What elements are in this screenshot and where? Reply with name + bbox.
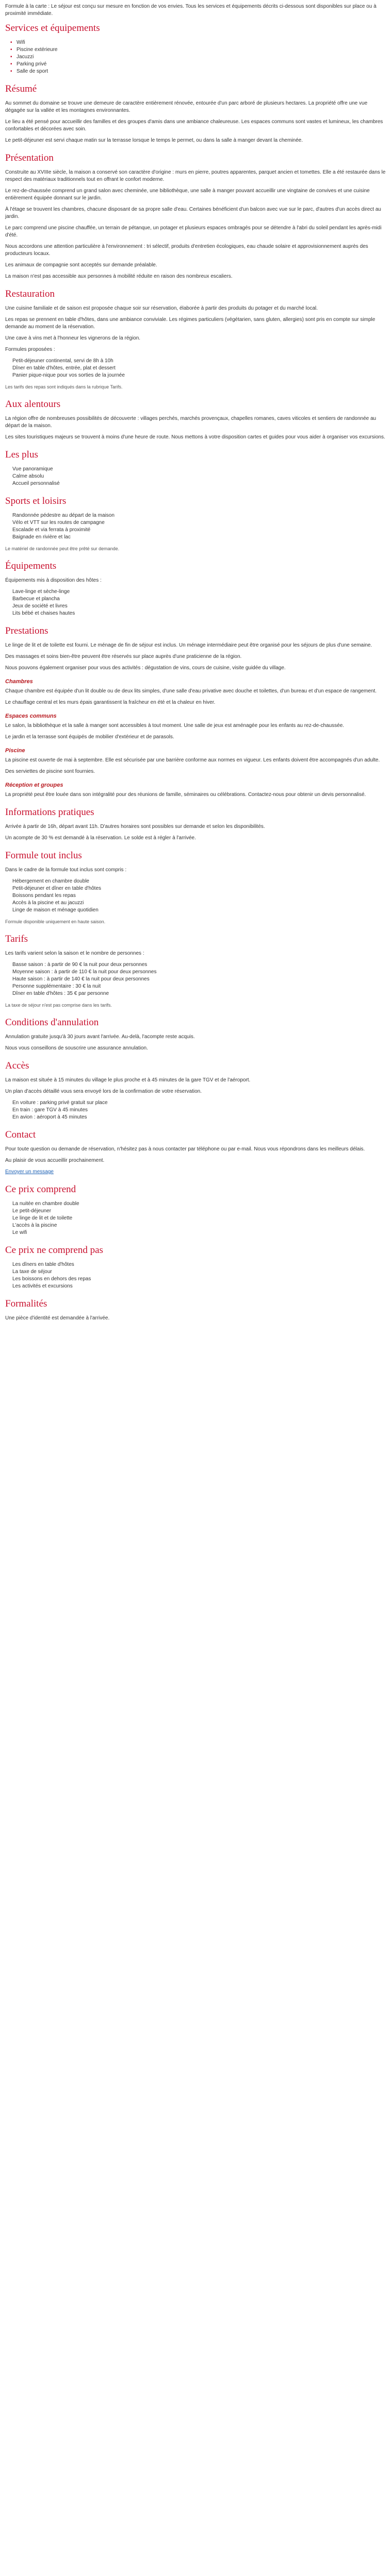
acces-title: Accès — [5, 1060, 29, 1071]
list-item: Les activités et excursions — [12, 1283, 73, 1289]
list-item: Barbecue et plancha — [12, 596, 60, 602]
restauration-title: Restauration — [5, 289, 55, 299]
list-item: Personne supplémentaire : 30 € la nuit — [12, 984, 101, 989]
services-section — [0, 23, 391, 75]
list-item: L'accès à la piscine — [12, 1223, 57, 1228]
formalites-title: Formalités — [5, 1298, 47, 1309]
paragraph: Les repas se prennent en table d'hôtes, dans une ambiance conviviale. Les régimes particuliers (végétarien, sans gluten, allergies) sont pris en compte sur simple demande au moment de la réservation. — [5, 317, 376, 330]
infos-section — [0, 807, 391, 842]
note: La taxe de séjour n'est pas comprise dans les tarifs. — [5, 1003, 112, 1008]
paragraph: Le linge de lit et de toilette est fourni. Le ménage de fin de séjour est inclus. Un ménage intermédiaire peut être organisé pour les séjours de plus d'une semaine. — [5, 642, 372, 648]
prestations-title: Prestations — [5, 625, 48, 636]
list-item: En voiture : parking privé gratuit sur place — [12, 1100, 108, 1106]
paragraph: Le rez-de-chaussée comprend un grand salon avec cheminée, une bibliothèque, une salle à manger pouvant accueillir une vingtaine de convives et une cuisine entièrement équipée donnant sur le jardin. — [5, 188, 370, 201]
acces-list — [5, 1099, 386, 1121]
services-list — [5, 39, 386, 75]
note: Formule disponible uniquement en haute saison. — [5, 919, 106, 924]
paragraph: La maison est située à 15 minutes du village le plus proche et à 45 minutes de la gare TGV et de l'aéroport. — [5, 1077, 251, 1083]
paragraph: Les sites touristiques majeurs se trouvent à moins d'une heure de route. Nous mettons à votre disposition cartes et guides pour vous aider à organiser vos excursions. — [5, 434, 385, 440]
list-item: ▪ Wifi — [17, 39, 386, 46]
equipements-title: Équipements — [5, 561, 57, 571]
les-plus-section — [0, 449, 391, 487]
formalites-section — [0, 1298, 391, 1322]
list-item: Le wifi — [12, 1230, 27, 1235]
sports-section — [0, 496, 391, 552]
paragraph: Chaque chambre est équipée d'un lit double ou de deux lits simples, d'une salle d'eau privative avec douche et toilettes, d'un bureau et d'un espace de rangement. — [5, 688, 377, 694]
tarifs-title: Tarifs — [5, 934, 28, 944]
list-item: Boissons pendant les repas — [12, 893, 76, 899]
ne-comprend-pas-list — [5, 1261, 386, 1290]
list-item: En train : gare TGV à 45 minutes — [12, 1107, 88, 1113]
formule-title: Formule tout inclus — [5, 850, 82, 861]
ce-prix-section — [0, 1184, 391, 1236]
list-item: Moyenne saison : à partir de 110 € la nuit pour deux personnes — [12, 969, 157, 975]
list-item: Dîner en table d'hôtes : 35 € par personne — [12, 991, 109, 996]
annulation-title: Conditions d'annulation — [5, 1017, 99, 1028]
list-item: Panier pique-nique pour vos sorties de la journée — [12, 372, 125, 378]
tarifs-section — [0, 934, 391, 1009]
resume-section — [0, 83, 391, 144]
list-item: Basse saison : à partir de 90 € la nuit pour deux personnes — [12, 962, 148, 968]
paragraph: La piscine est ouverte de mai à septembre. Elle est sécurisée par une barrière conforme aux normes en vigueur. Les enfants doivent être accompagnés d'un adulte. — [5, 757, 380, 763]
list-item: Lave-linge et sèche-linge — [12, 589, 70, 595]
annulation-section — [0, 1017, 391, 1052]
paragraph: Nous vous conseillons de souscrire une assurance annulation. — [5, 1045, 148, 1051]
paragraph: La maison n'est pas accessible aux personnes à mobilité réduite en raison des nombreux escaliers. — [5, 274, 233, 279]
prestations-section — [0, 625, 391, 799]
list-item: Hébergement en chambre double — [12, 878, 89, 884]
list-item: Les boissons en dehors des repas — [12, 1276, 91, 1282]
subsection-title: Piscine — [5, 748, 25, 754]
equipements-section — [0, 561, 391, 617]
paragraph: Nous accordons une attention particulière à l'environnement : tri sélectif, produits d'entretien écologiques, eau chaude solaire et approvisionnement auprès des producteurs locaux. — [5, 244, 368, 257]
list-item: Haute saison : à partir de 140 € la nuit pour deux personnes — [12, 976, 150, 982]
list-item: En avion : aéroport à 45 minutes — [12, 1114, 87, 1120]
list-item: Vue panoramique — [12, 466, 53, 472]
formule-list — [5, 878, 386, 914]
menu-intro: Formules proposées : — [5, 347, 55, 352]
list-item: Calme absolu — [12, 473, 44, 479]
ne-comprend-pas-title: Ce prix ne comprend pas — [5, 1245, 103, 1256]
sports-title: Sports et loisirs — [5, 496, 67, 506]
resume-title: Résumé — [5, 83, 37, 94]
list-item: Lits bébé et chaises hautes — [12, 611, 75, 616]
paragraph: Un acompte de 30 % est demandé à la réservation. Le solde est à régler à l'arrivée. — [5, 835, 196, 841]
list-item: Linge de maison et ménage quotidien — [12, 907, 99, 913]
list-item: Escalade et via ferrata à proximité — [12, 527, 91, 533]
ne-comprend-pas-section — [0, 1245, 391, 1290]
list-item: Petit-déjeuner continental, servi de 8h à 10h — [12, 358, 113, 364]
list-item: La taxe de séjour — [12, 1269, 52, 1275]
infos-title: Informations pratiques — [5, 807, 94, 818]
les-plus-list — [5, 466, 386, 487]
list-item: ▪ Jacuzzi — [17, 54, 386, 61]
tarifs-list — [5, 961, 386, 997]
paragraph: Au sommet du domaine se trouve une demeure de caractère entièrement rénovée, entourée d'un parc arboré de plusieurs hectares. La propriété offre une vue dégagée sur la vallée et les montagnes environnantes. — [5, 100, 368, 113]
presentation-title: Présentation — [5, 152, 54, 163]
paragraph: La propriété peut être louée dans son intégralité pour des réunions de famille, séminaires ou célébrations. Contactez-nous pour obtenir un devis personnalisé. — [5, 792, 366, 798]
paragraph: Des serviettes de piscine sont fournies. — [5, 769, 95, 774]
paragraph: Le jardin et la terrasse sont équipés de mobilier d'extérieur et de parasols. — [5, 734, 174, 740]
paragraph: Arrivée à partir de 16h, départ avant 11h. D'autres horaires sont possibles sur demande et selon les disponibilités. — [5, 824, 265, 829]
list-item: Randonnée pédestre au départ de la maison — [12, 513, 115, 518]
paragraph: Une pièce d'identité est demandée à l'arrivée. — [5, 1315, 110, 1321]
list-item: ▪ Salle de sport — [17, 68, 386, 75]
les-plus-title: Les plus — [5, 449, 38, 460]
paragraph: Des massages et soins bien-être peuvent être réservés sur place auprès d'une praticienne de la région. — [5, 654, 242, 659]
acces-section — [0, 1060, 391, 1121]
restauration-section — [0, 289, 391, 391]
paragraph: Le chauffage central et les murs épais garantissent la fraîcheur en été et la chaleur en hiver. — [5, 700, 216, 705]
list-item: La nuitée en chambre double — [12, 1201, 79, 1207]
menu-list — [5, 358, 386, 379]
paragraph: Nous pouvons également organiser pour vous des activités : dégustation de vins, cours de cuisine, visite guidée du village. — [5, 665, 286, 671]
subsection-title: Espaces communs — [5, 713, 57, 719]
contact-section — [0, 1129, 391, 1176]
note: Les tarifs des repas sont indiqués dans la rubrique Tarifs. — [5, 384, 123, 389]
sports-list — [5, 512, 386, 541]
paragraph: La région offre de nombreuses possibilités de découverte : villages perchés, marchés provençaux, chapelles romanes, caves viticoles et sentiers de randonnée au départ de la maison. — [5, 416, 377, 429]
ce-prix-list — [5, 1200, 386, 1236]
contact-title: Contact — [5, 1129, 36, 1140]
subsection-title: Chambres — [5, 679, 33, 685]
list-item: Le linge de lit et de toilette — [12, 1215, 73, 1221]
paragraph: Les animaux de compagnie sont acceptés sur demande préalable. — [5, 262, 157, 268]
paragraph: Le salon, la bibliothèque et la salle à manger sont accessibles à tout moment. Une salle de jeux est aménagée pour les enfants au rez-de-chaussée. — [5, 723, 345, 728]
paragraph: Le lieu a été pensé pour accueillir des familles et des groupes d'amis dans une ambiance chaleureuse. Les espaces communs sont vastes et lumineux, les chambres confortables et décorées avec soin. — [5, 119, 383, 132]
paragraph: Pour toute question ou demande de réservation, n'hésitez pas à nous contacter par téléphone ou par e-mail. Nous vous répondrons dans les meilleurs délais. — [5, 1146, 365, 1152]
presentation-section — [0, 152, 391, 280]
list-item: Les dîners en table d'hôtes — [12, 1262, 74, 1267]
list-item: Le petit-déjeuner — [12, 1208, 52, 1214]
paragraph: Dans le cadre de la formule tout inclus sont compris : — [5, 867, 127, 873]
paragraph: Construite au XVIIIe siècle, la maison a conservé son caractère d'origine : murs en pierre, poutres apparentes, parquet ancien et tomettes. Elle a été restaurée dans le respect des matériaux traditionnels tout en offrant le confort moderne. — [5, 170, 386, 182]
contact-link[interactable]: Envoyer un message — [5, 1169, 54, 1175]
list-item: ▪ Piscine extérieure — [17, 46, 386, 54]
formule-section — [0, 850, 391, 925]
intro-text: Formule à la carte : Le séjour est conçu sur mesure en fonction de vos envies. Tous les services et équipements décrits ci-dessous sont disponibles sur place ou à proximité immédiate. — [5, 4, 377, 16]
paragraph: Au plaisir de vous accueillir prochainement. — [5, 1158, 105, 1163]
subsection-title: Réception et groupes — [5, 782, 63, 788]
paragraph: Une cuisine familiale et de saison est proposée chaque soir sur réservation, élaborée à partir des produits du potager et du marché local. — [5, 306, 318, 311]
list-item: Jeux de société et livres — [12, 603, 68, 609]
list-item: Dîner en table d'hôtes, entrée, plat et dessert — [12, 365, 116, 371]
equipements-list — [5, 588, 386, 617]
list-item: Petit-déjeuner et dîner en table d'hôtes — [12, 886, 102, 891]
paragraph: Les tarifs varient selon la saison et le nombre de personnes : — [5, 951, 144, 956]
paragraph: Une cave à vins met à l'honneur les vignerons de la région. — [5, 335, 141, 341]
paragraph: À l'étage se trouvent les chambres, chacune disposant de sa propre salle d'eau. Certaines bénéficient d'un balcon avec vue sur le parc, d'autres d'un accès direct au jardin. — [5, 207, 381, 219]
list-item: ▪ Parking privé — [17, 61, 386, 68]
paragraph: Le parc comprend une piscine chauffée, un terrain de pétanque, un potager et plusieurs espaces ombragés pour se détendre à l'abri du soleil pendant les après-midi d'été. — [5, 225, 382, 238]
services-title: Services et équipements — [5, 23, 100, 33]
list-item: Accès à la piscine et au jacuzzi — [12, 900, 84, 906]
ce-prix-title: Ce prix comprend — [5, 1184, 76, 1195]
paragraph: Un plan d'accès détaillé vous sera envoyé lors de la confirmation de votre réservation. — [5, 1089, 202, 1094]
paragraph: Le petit-déjeuner est servi chaque matin sur la terrasse lorsque le temps le permet, ou dans la salle à manger devant la cheminée. — [5, 138, 303, 143]
paragraph: Annulation gratuite jusqu'à 30 jours avant l'arrivée. Au-delà, l'acompte reste acquis. — [5, 1034, 195, 1040]
aux-alentours-title: Aux alentours — [5, 399, 61, 410]
note: Le matériel de randonnée peut être prêté sur demande. — [5, 546, 120, 551]
aux-alentours-section — [0, 399, 391, 441]
paragraph: Équipements mis à disposition des hôtes : — [5, 578, 102, 583]
list-item: Vélo et VTT sur les routes de campagne — [12, 520, 105, 526]
list-item: Baignade en rivière et lac — [12, 534, 71, 540]
list-item: Accueil personnalisé — [12, 481, 60, 486]
